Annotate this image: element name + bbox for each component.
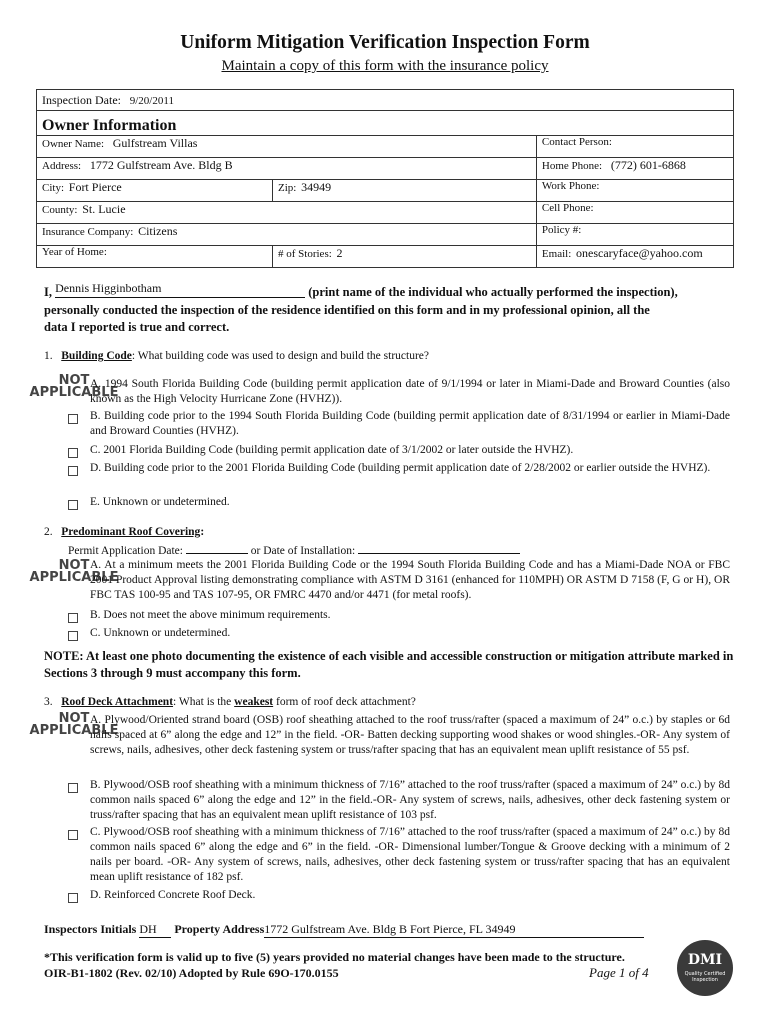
inspector-name-field[interactable]: Dennis Higginbotham [55, 280, 305, 298]
section-1-option-c-checkbox[interactable] [68, 448, 78, 458]
certification-prefix: I, [44, 285, 52, 299]
owner-name-value[interactable]: Gulfstream Villas [112, 136, 198, 150]
email-cell [536, 246, 733, 268]
policy-label: Policy #: [541, 224, 582, 236]
section-1-building-code [44, 350, 429, 362]
county-label: County: [42, 204, 78, 216]
address-cell [37, 158, 537, 180]
city-cell [37, 180, 273, 202]
installation-date-label: or Date of Installation: [250, 545, 356, 557]
insurance-cell [37, 224, 537, 246]
email-label: Email: [541, 248, 572, 260]
certification-text-1: (print name of the individual who actually performed the inspection), [308, 285, 678, 299]
owner-name-cell [37, 136, 537, 158]
section-3-question-a: : What is the [173, 696, 235, 708]
permit-date-label: Permit Application Date: [68, 545, 183, 557]
page-number: Page 1 of 4 [589, 965, 649, 980]
section-3-option-a: A. Plywood/Oriented strand board (OSB) roof sheathing attached to the roof truss/rafter (spaced a maximum of 24” o.c.) by staples or 6d nails spaced at 6” along the edge and 12” in the field. -OR- Batten decking supporting wood shakes or wood shingles.-OR- Any system of screws, nails, adhesives, other deck fastening system or truss/rafter spacing that has an equivalent mean uplift resistance of 55 psf. [90, 714, 730, 756]
section-1-option-e: E. Unknown or undetermined. [90, 496, 230, 508]
cell-phone-cell [536, 202, 733, 224]
policy-cell [536, 224, 733, 246]
section-2-colon: : [200, 526, 205, 538]
section-3-option-c-checkbox[interactable] [68, 830, 78, 840]
section-1-option-b-checkbox[interactable] [68, 414, 78, 424]
form-subtitle: Maintain a copy of this form with the insurance policy [221, 58, 549, 74]
owner-information-heading: Owner Information [37, 111, 734, 136]
stamp-line-2: APPLICABLE [29, 385, 119, 400]
owner-information-table [36, 89, 734, 268]
section-3-title: Roof Deck Attachment [61, 696, 174, 708]
section-1-title: Building Code [61, 350, 132, 362]
section-1-question: : What building code was used to design and build the structure? [131, 350, 429, 362]
section-2-title: Predominant Roof Covering [61, 526, 201, 538]
cell-phone-label: Cell Phone: [541, 202, 594, 214]
county-cell [37, 202, 537, 224]
section-2-roof-covering [44, 526, 204, 538]
section-1-number: 1. [44, 350, 53, 362]
year-of-home-cell [37, 246, 273, 268]
inspection-date-cell [37, 90, 734, 111]
section-2-dates [68, 541, 520, 557]
section-3-number: 3. [44, 696, 53, 708]
section-1-option-c: C. 2001 Florida Building Code (building permit application date of 3/1/2002 or later outside the HVHZ). [90, 444, 574, 456]
dmi-seal-logo [677, 940, 733, 996]
section-2-option-b-checkbox[interactable] [68, 613, 78, 623]
section-1-option-a: A. 1994 South Florida Building Code (building permit application date of 9/1/1994 or later in Miami-Dade and Broward Counties (also known as the High Velocity Hurricane Zone (HVHZ)). [90, 378, 730, 405]
home-phone-cell [536, 158, 733, 180]
section-1-option-e-checkbox[interactable] [68, 500, 78, 510]
zip-value[interactable]: 34949 [301, 180, 332, 194]
home-phone-label: Home Phone: [541, 160, 603, 172]
stories-label: # of Stories: [278, 248, 332, 260]
section-3-roof-deck [44, 696, 416, 708]
section-3-question-weakest: weakest [234, 696, 274, 708]
stamp-line-1: NOT [58, 373, 90, 388]
property-address-label: Property Address [174, 922, 265, 936]
form-identifier: OIR-B1-1802 (Rev. 02/10) Adopted by Rule 69O-170.0155 [44, 966, 339, 980]
section-3-question-b: form of roof deck attachment? [273, 696, 416, 708]
address-value[interactable]: 1772 Gulfstream Ave. Bldg B [89, 158, 233, 172]
inspector-initials-field[interactable]: DH [139, 922, 171, 938]
section-1-option-b: B. Building code prior to the 1994 South Florida Building Code (building permit application date of 8/31/1994 or earlier in Miami-Dade and Broward Counties (HVHZ). [90, 410, 730, 437]
inspection-date-label: Inspection Date: [42, 92, 121, 107]
work-phone-cell [536, 180, 733, 202]
section-3-option-b: B. Plywood/OSB roof sheathing with a minimum thickness of 7/16” attached to the roof truss/rafter (spaced a maximum of 24” o.c.) by 8d common nails spaced 6” along the edge and 12” in the field.-OR- Any system of screws, nails, adhesives, other deck fastening system or truss/rafter spacing that has an equivalent mean uplift resistance of 103 psf. [90, 779, 730, 821]
property-address-field[interactable]: 1772 Gulfstream Ave. Bldg B Fort Pierce, FL 34949 [264, 922, 644, 938]
section-3-option-d-checkbox[interactable] [68, 893, 78, 903]
city-value[interactable]: Fort Pierce [68, 180, 122, 194]
section-2-option-b: B. Does not meet the above minimum requirements. [90, 609, 331, 621]
stamp-line-1: NOT [58, 711, 90, 726]
form-title: Uniform Mitigation Verification Inspection Form [180, 32, 590, 53]
email-value[interactable]: onescaryface@yahoo.com [576, 246, 703, 260]
section-1-option-d-checkbox[interactable] [68, 466, 78, 476]
zip-label: Zip: [278, 182, 297, 194]
logo-subtext: Quality Certified Inspection [684, 971, 726, 983]
stamp-line-1: NOT [58, 558, 90, 573]
section-3-option-b-checkbox[interactable] [68, 783, 78, 793]
contact-person-label: Contact Person: [541, 136, 612, 148]
stamp-line-2: APPLICABLE [29, 570, 119, 585]
insurance-value[interactable]: Citizens [138, 224, 178, 238]
installation-date-field[interactable] [358, 541, 520, 554]
insurance-label: Insurance Company: [42, 226, 134, 238]
contact-person-cell [536, 136, 733, 158]
work-phone-label: Work Phone: [541, 180, 600, 192]
section-3-option-c: C. Plywood/OSB roof sheathing with a minimum thickness of 7/16” attached to the roof truss/rafter (spaced a maximum of 24” o.c.) by 8d common nails spaced 6” along the edge and 6” in the field. -OR- Dimensional lumber/Tongue & Groove decking with a minimum of 2 nails per board. -OR- Any system of screws, nails, adhesives, other deck fastening system or truss/rafter spacing that has an equivalent mean uplift resistance of 182 psf. [90, 826, 730, 883]
logo-text: DMI [687, 952, 723, 968]
certification-text-2: personally conducted the inspection of the residence identified on this form and in my professional opinion, all the [44, 303, 650, 317]
section-2-number: 2. [44, 526, 53, 538]
certification-statement [44, 281, 730, 336]
section-3-option-d: D. Reinforced Concrete Roof Deck. [90, 889, 256, 901]
section-1-option-d: D. Building code prior to the 2001 Florida Building Code (building permit application date of 2/28/2002 or earlier outside the HVHZ). [90, 462, 711, 474]
permit-date-field[interactable] [186, 541, 248, 554]
zip-cell [273, 180, 537, 202]
section-2-option-a: A. At a minimum meets the 2001 Florida Building Code or the 1994 South Florida Building Code and has a Miami-Dade NOA or FBC 2001 Product Approval listing demonstrating compliance with ASTM D 3161 (enhanced for 110MPH) OR ASTM D 7158 (F, G or H), OR FBC TAS 100-95 and TAS 107-95, OR FMRC 4470 and/or 4471 (for metal roofs). [90, 559, 730, 601]
home-phone-value[interactable]: (772) 601-6868 [610, 158, 686, 172]
validity-note: *This verification form is valid up to five (5) years provided no material changes have been made to the structure. [44, 950, 625, 964]
city-label: City: [42, 182, 65, 194]
footer-initials-row [44, 922, 644, 938]
stories-cell [273, 246, 537, 268]
county-value[interactable]: St. Lucie [82, 202, 126, 216]
owner-name-label: Owner Name: [42, 138, 105, 150]
certification-text-3: data I reported is true and correct. [44, 320, 230, 334]
year-of-home-label: Year of Home: [42, 246, 107, 258]
address-label: Address: [42, 160, 82, 172]
section-2-option-c-checkbox[interactable] [68, 631, 78, 641]
stamp-line-2: APPLICABLE [29, 723, 119, 738]
inspection-date-value[interactable]: 9/20/2011 [129, 94, 174, 107]
section-2-option-c: C. Unknown or undetermined. [90, 627, 231, 639]
photo-note: NOTE: At least one photo documenting the existence of each visible and accessible construction or mitigation attribute marked in Sections 3 through 9 must accompany this form. [44, 649, 734, 680]
inspector-initials-label: Inspectors Initials [44, 922, 137, 936]
stories-value[interactable]: 2 [336, 246, 343, 260]
